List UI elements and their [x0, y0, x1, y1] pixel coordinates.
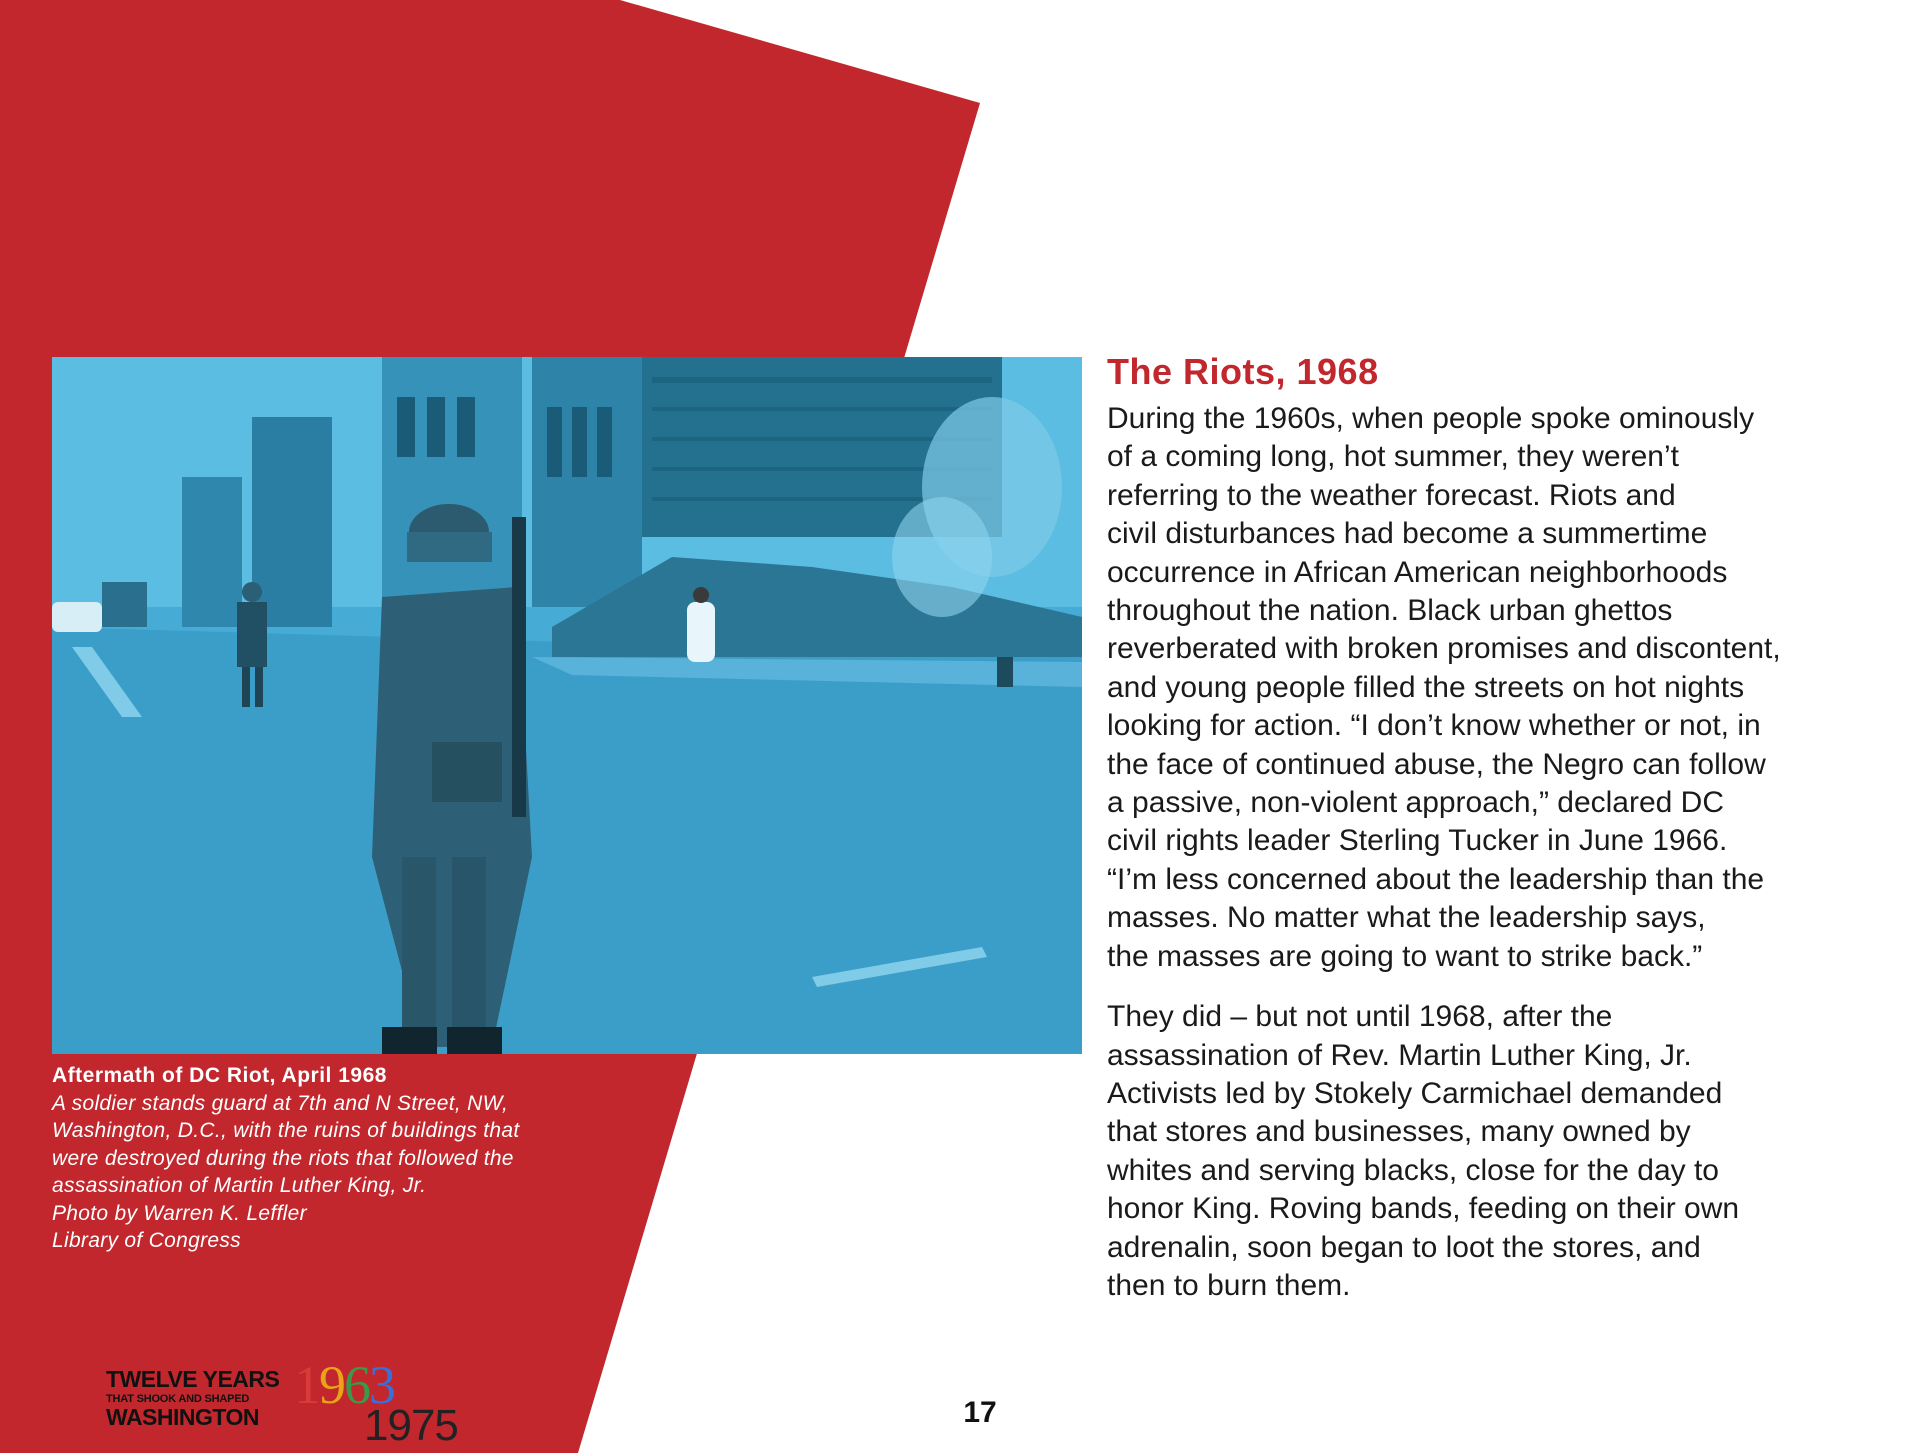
- paragraph-line: then to burn them.: [1107, 1268, 1351, 1302]
- paragraph-line: reverberated with broken promises and discontent,: [1107, 632, 1781, 666]
- riot-photo: [52, 357, 1082, 1054]
- caption-line: assassination of Martin Luther King, Jr.: [52, 1174, 427, 1197]
- logo-line-3: WASHINGTON: [106, 1404, 260, 1430]
- paragraph-line: During the 1960s, when people spoke ominously: [1107, 402, 1755, 435]
- photo-caption: [52, 1062, 672, 1255]
- article-title: The Riots, 1968: [1107, 351, 1379, 392]
- logo-year-digit: 1: [294, 1355, 319, 1415]
- paragraph-line: throughout the nation. Black urban ghettos: [1107, 594, 1673, 628]
- caption-line: Washington, D.C., with the ruins of buildings that: [52, 1119, 520, 1142]
- logo-year-digit: 9: [319, 1355, 344, 1415]
- logo-year-end: 1975: [364, 1401, 458, 1450]
- paragraph-line: a passive, non-violent approach,” declared DC: [1107, 786, 1725, 820]
- paragraph-line: civil rights leader Sterling Tucker in June 1966.: [1107, 824, 1728, 858]
- caption-line: A soldier stands guard at 7th and N Street, NW,: [52, 1091, 509, 1115]
- paragraph-line: masses. No matter what the leadership says,: [1107, 901, 1706, 935]
- paragraph-line: occurrence in African American neighborhoods: [1107, 555, 1728, 589]
- paragraph-line: the face of continued abuse, the Negro can follow: [1107, 747, 1766, 781]
- logo-year-digit: 3: [369, 1355, 394, 1415]
- logo-year-digit: 6: [344, 1355, 369, 1415]
- page-number: 17: [963, 1396, 997, 1429]
- caption-credit: Photo by Warren K. Leffler: [52, 1201, 307, 1225]
- paragraph-line: whites and serving blacks, close for the day to: [1107, 1153, 1719, 1187]
- paragraph-line: civil disturbances had become a summertime: [1107, 517, 1708, 551]
- caption-source: Library of Congress: [52, 1229, 241, 1252]
- paragraph-line: adrenalin, soon began to loot the stores, and: [1107, 1230, 1701, 1264]
- paragraph-line: honor King. Roving bands, feeding on their own: [1107, 1192, 1740, 1226]
- logo-line-2: THAT SHOOK AND SHAPED: [106, 1393, 250, 1405]
- paragraph-line: looking for action. “I don’t know whether or not, in: [1107, 709, 1761, 743]
- article-paragraph-2: [1107, 998, 1847, 1305]
- paragraph-line: They did – but not until 1968, after the: [1107, 1000, 1613, 1034]
- caption-title: Aftermath of DC Riot, April 1968: [52, 1064, 387, 1087]
- paragraph-line: assassination of Rev. Martin Luther King, Jr.: [1107, 1038, 1692, 1072]
- series-logo: [106, 1355, 476, 1453]
- article-paragraph-1: [1107, 400, 1847, 976]
- paragraph-line: the masses are going to want to strike back.”: [1107, 939, 1703, 973]
- logo-line-1: TWELVE YEARS: [106, 1366, 280, 1392]
- paragraph-line: that stores and businesses, many owned by: [1107, 1115, 1691, 1149]
- paragraph-line: “I’m less concerned about the leadership than the: [1107, 862, 1765, 896]
- paragraph-line: of a coming long, hot summer, they weren’t: [1107, 440, 1679, 474]
- paragraph-line: Activists led by Stokely Carmichael demanded: [1107, 1076, 1723, 1110]
- paragraph-line: referring to the weather forecast. Riots and: [1107, 478, 1676, 512]
- caption-line: were destroyed during the riots that followed the: [52, 1146, 514, 1170]
- article: [1107, 350, 1847, 1327]
- paragraph-line: and young people filled the streets on hot nights: [1107, 670, 1745, 704]
